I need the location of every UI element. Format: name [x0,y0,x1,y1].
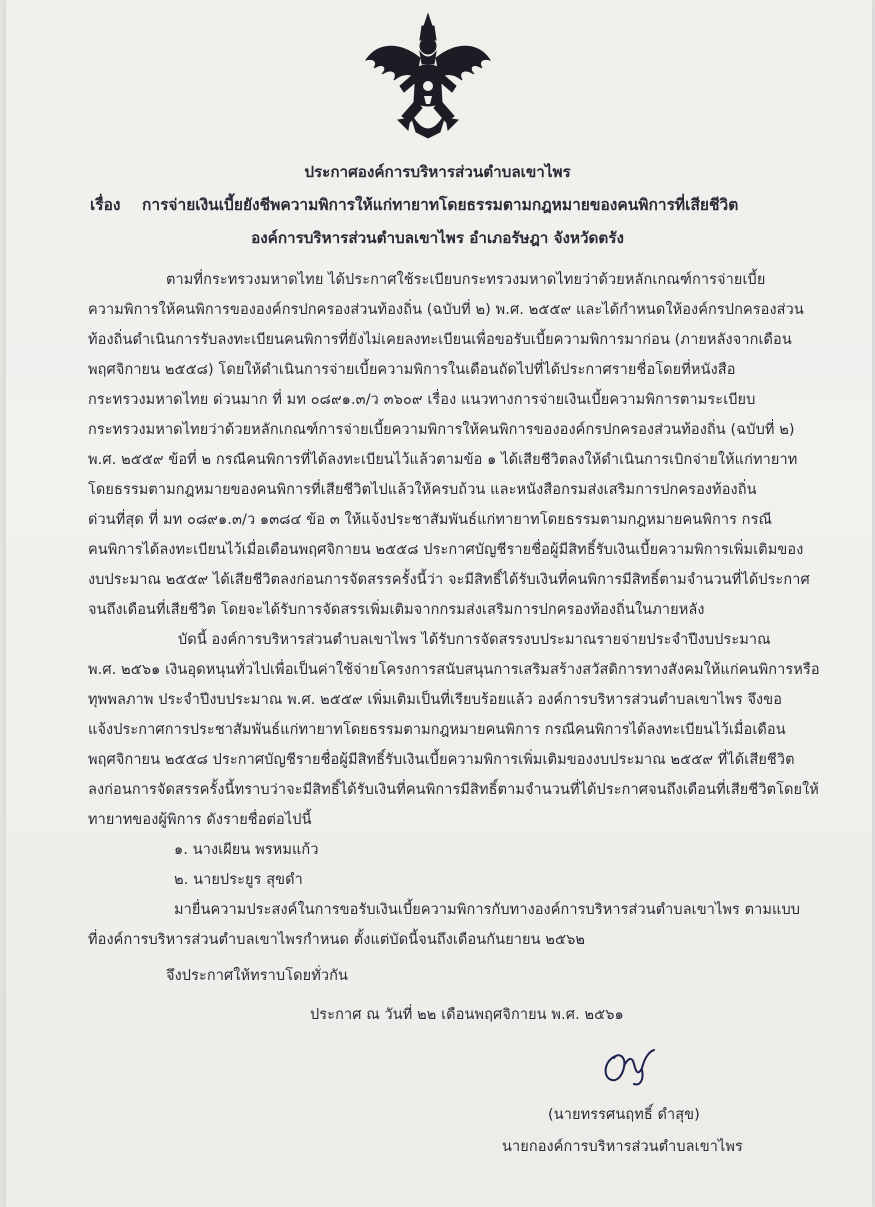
paragraph-1-line: พฤศจิกายน ๒๕๕๘) โดยให้ดำเนินการจ่ายเบี้ยความพิการในเดือนถัดไปที่ได้ประกาศรายชื่อโดยที่หนังสือ [88,362,736,378]
paragraph-1-line: คนพิการได้ลงทะเบียนไว้เมื่อเดือนพฤศจิกายน ๒๕๕๘ ประกาศบัญชีรายชื่อผู้มีสิทธิ์รับเงินเบี้ยความพิการเพิ่มเติมของ [88,542,804,558]
closing-statement: จึงประกาศให้ทราบโดยทั่วกัน [166,968,349,984]
paragraph-1-line: โดยธรรมตามกฎหมายของคนพิการที่เสียชีวิตไปแล้วให้ครบถ้วน และหนังสือกรมส่งเสริมการปกครองท้องถิ่น [88,482,757,498]
paragraph-1-line: งบประมาณ ๒๕๕๙ ได้เสียชีวิตลงก่อนการจัดสรรครั้งนี้ว่า จะมีสิทธิ์ได้รับเงินที่คนพิการมีสิทธิ์ตามจำนวนที่ได้ประกาศ [88,572,810,588]
paragraph-2-line: ทุพพลภาพ ประจำปีงบประมาณ พ.ศ. ๒๕๕๙ เพิ่มเติมเป็นที่เรียบร้อยแล้ว องค์การบริหารส่วนตำบลเขาไพร จึงขอ [88,692,783,708]
heir-list-item: ๒. นายประยูร สุขดำ [174,872,303,888]
paragraph-1-line: จนถึงเดือนที่เสียชีวิต โดยจะได้รับการจัดสรรเพิ่มเติมจากกรมส่งเสริมการปกครองท้องถิ่นในภายหลัง [88,602,705,618]
paragraph-2-line: พ.ศ. ๒๕๖๑ เงินอุดหนุนทั่วไปเพื่อเป็นค่าใช้จ่ายโครงการสนับสนุนการเสริมสร้างสวัสดิการทางสังคมให้แก่คนพิการหรือ [88,662,820,678]
paragraph-1-line: ด่วนที่สุด ที่ มท ๐๘๙๑.๓/ว ๑๓๘๔ ข้อ ๓ ให้แจ้งประชาสัมพันธ์แก่ทายาทโดยธรรมตามกฎหมายคนพิการ กรณี [88,512,773,528]
paragraph-2-line: แจ้งประกาศการประชาสัมพันธ์แก่ทายาทโดยธรรมตามกฎหมายคนพิการ กรณีคนพิการได้ลงทะเบียนไว้เมื่อเดือน [88,722,786,738]
paragraph-2-line: บัดนี้ องค์การบริหารส่วนตำบลเขาไพร ได้รับการจัดสรรงบประมาณรายจ่ายประจำปีงบประมาณ [178,632,771,648]
paragraph-2-line: พฤศจิกายน ๒๕๕๘ ประกาศบัญชีรายชื่อผู้มีสิทธิ์รับเงินเบี้ยความพิการเพิ่มเติมของงบประมาณ ๒๕๕๙ ที่ได้เสียชีวิต [88,752,795,768]
garuda-emblem-icon [360,12,496,146]
organization-line: องค์การบริหารส่วนตำบลเขาไพร อำเภอรัษฎา จังหวัดตรัง [251,229,624,247]
announcement-date: ประกาศ ณ วันที่ ๒๒ เดือนพฤศจิกายน พ.ศ. ๒๕๖๑ [310,1007,624,1023]
paragraph-1-line: กระทรวงมหาดไทยว่าด้วยหลักเกณฑ์การจ่ายเบี้ยความพิการให้คนพิการขององค์กรปกครองส่วนท้องถิ่น (ฉบับที่ ๒) [88,422,795,438]
paragraph-2-line: ลงก่อนการจัดสรรครั้งนี้ทราบว่าจะมีสิทธิ์ได้รับเงินที่คนพิการมีสิทธิ์ตามจำนวนที่ได้ประกาศจนถึงเดือนที่เสียชีวิตโดยให้ [88,782,819,798]
signer-name: (นายทรรศนฤทธิ์ ดำสุข) [548,1107,700,1123]
paragraph-1-line: พ.ศ. ๒๕๕๙ ข้อที่ ๒ กรณีคนพิการที่ได้ลงทะเบียนไว้แล้วตามข้อ ๑ ได้เสียชีวิตลงให้ดำเนินการเบิกจ่ายให้แก่ทายาท [88,452,798,468]
subject-text: การจ่ายเงินเบี้ยยังชีพความพิการให้แก่ทายาทโดยธรรมตามกฎหมายของคนพิการที่เสียชีวิต [142,196,739,214]
subject-label: เรื่อง [90,196,121,214]
paragraph-1-line: ตามที่กระทรวงมหาดไทย ได้ประกาศใช้ระเบียบกระทรวงมหาดไทยว่าด้วยหลักเกณฑ์การจ่ายเบี้ย [166,272,766,288]
signature-icon [598,1046,658,1088]
paragraph-3-line: มายื่นความประสงค์ในการขอรับเงินเบี้ยความพิการกับทางองค์การบริหารส่วนตำบลเขาไพร ตามแบบ [174,902,801,918]
announcement-title: ประกาศองค์การบริหารส่วนตำบลเขาไพร [304,163,571,181]
paragraph-1-line: กระทรวงมหาดไทย ด่วนมาก ที่ มท ๐๘๙๑.๓/ว ๓๖๐๙ เรื่อง แนวทางการจ่ายเงินเบี้ยความพิการตามระเบียบ [88,392,756,408]
signer-position: นายกองค์การบริหารส่วนตำบลเขาไพร [502,1139,743,1155]
heir-list-item: ๑. นางเผียน พรหมแก้ว [174,842,319,858]
paragraph-2-line: ทายาทของผู้พิการ ดังรายชื่อต่อไปนี้ [88,812,312,828]
paragraph-3-line: ที่องค์การบริหารส่วนตำบลเขาไพรกำหนด ตั้งแต่บัดนี้จนถึงเดือนกันยายน ๒๕๖๒ [88,932,586,948]
paragraph-1-line: ความพิการให้คนพิการขององค์กรปกครองส่วนท้องถิ่น (ฉบับที่ ๒) พ.ศ. ๒๕๕๙ และได้กำหนดให้องค์กรปกครองส่วน [88,302,804,318]
paragraph-1-line: ท้องถิ่นดำเนินการรับลงทะเบียนคนพิการที่ยังไม่เคยลงทะเบียนเพื่อขอรับเบี้ยความพิการมาก่อน (ภายหลังจากเดือน [88,332,792,348]
subject-line [90,192,850,217]
